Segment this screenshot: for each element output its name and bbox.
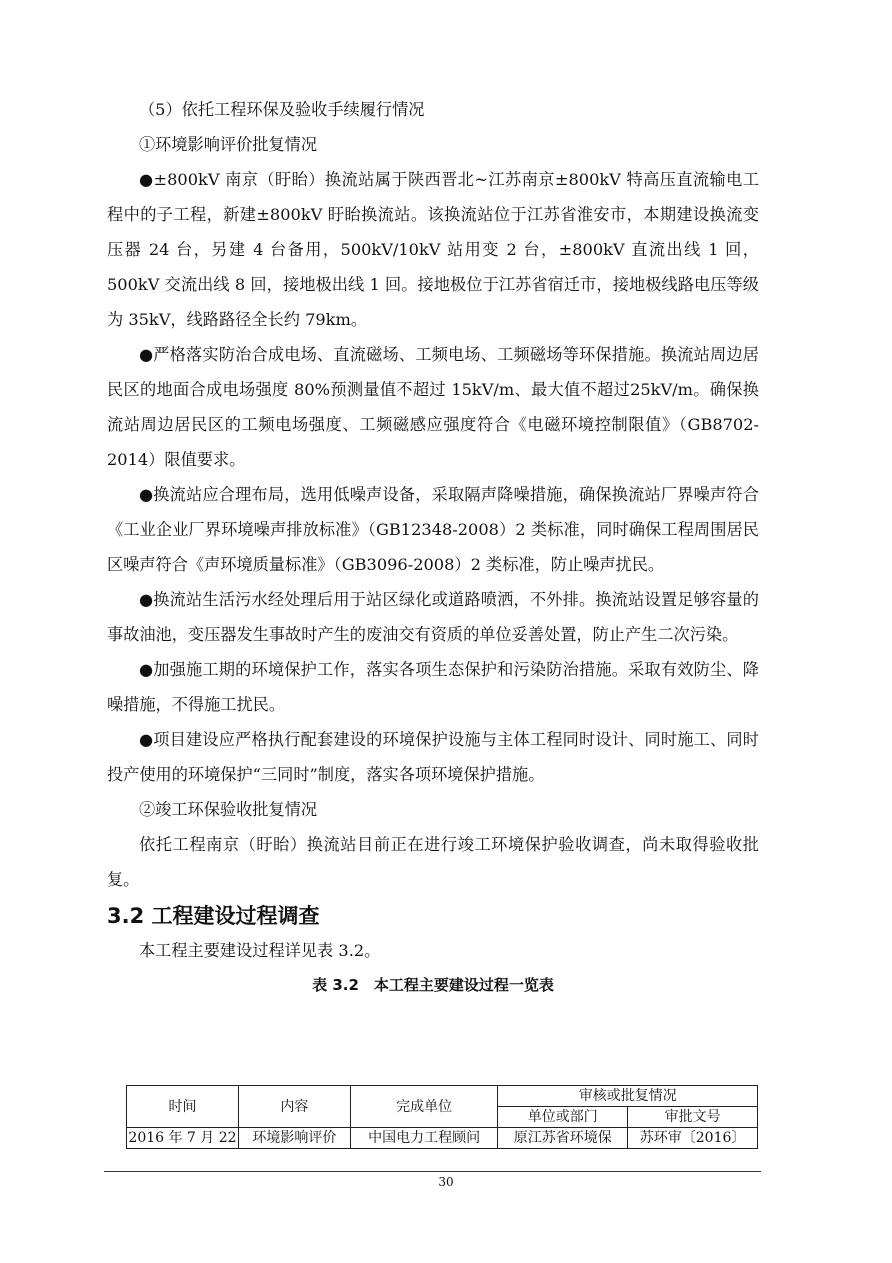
bullet-paragraph-4: ●换流站生活污水经处理后用于站区绿化或道路喷洒，不外排。换流站设置足够容量的事故油池，变压器发生事故时产生的废油交有资质的单位妥善处置，防止产生二次污染。 — [107, 590, 759, 644]
cell-doc-no: 苏环审〔2016〕 — [628, 1128, 758, 1149]
header-dept: 单位或部门 — [498, 1107, 628, 1128]
bullet-paragraph-6: ●项目建设应严格执行配套建设的环境保护设施与主体工程同时设计、同时施工、同时投产使用的环境保护“三同时”制度，落实各项环境保护措施。 — [107, 730, 759, 784]
header-doc-no: 审批文号 — [628, 1107, 758, 1128]
page-number: 30 — [438, 1175, 454, 1189]
acceptance-approval-heading: ②竣工环保验收批复情况 — [139, 800, 318, 819]
cell-time: 2016 年 7 月 22 — [127, 1128, 239, 1149]
cell-content: 环境影响评价 — [238, 1128, 350, 1149]
section-intro: 本工程主要建设过程详见表 3.2。 — [139, 941, 381, 960]
acceptance-approval-text: 依托工程南京（盱眙）换流站目前正在进行竣工环境保护验收调查，尚未取得验收批复。 — [107, 835, 759, 889]
bullet-paragraph-3: ●换流站应合理布局，选用低噪声设备，采取隔声降噪措施，确保换流站厂界噪声符合《工业企业厂界环境噪声排放标准》（GB12348-2008）2 类标准，同时确保工程周围居民区噪声符合《声环境质量标准》（GB3096-2008）2 类标准，防止噪声扰民。 — [107, 485, 759, 574]
cell-dept: 原江苏省环境保 — [498, 1128, 628, 1149]
table-caption: 表 3.2 本工程主要建设过程一览表 — [312, 976, 554, 994]
bullet-paragraph-5: ●加强施工期的环境保护工作，落实各项生态保护和污染防治措施。采取有效防尘、降噪措施，不得施工扰民。 — [107, 660, 759, 714]
subsection-heading-5: （5）依托工程环保及验收手续履行情况 — [139, 100, 425, 119]
page-bottom-rule — [104, 1171, 761, 1172]
page-content — [107, 92, 759, 1002]
construction-process-table — [126, 1085, 758, 1149]
eia-approval-heading: ①环境影响评价批复情况 — [139, 135, 318, 154]
header-review: 审核或批复情况 — [498, 1086, 758, 1107]
table-header-row — [127, 1086, 758, 1107]
header-time: 时间 — [127, 1086, 239, 1128]
bullet-paragraph-1: ●±800kV 南京（盱眙）换流站属于陕西晋北~江苏南京±800kV 特高压直流输电工程中的子工程，新建±800kV 盱眙换流站。该换流站位于江苏省淮安市，本期建设换流变压器 24 台，另建 4 台备用，500kV/10kV 站用变 2 台，±800kV 直流出线 1 回，500kV 交流出线 8 回，接地极出线 1 回。接地极位于江苏省宿迁市，接地极线路电压等级为 35kV，线路路径全长约 79km。 — [107, 170, 759, 329]
section-title: 3.2 工程建设过程调查 — [107, 904, 320, 928]
header-content: 内容 — [238, 1086, 350, 1128]
header-unit: 完成单位 — [350, 1086, 498, 1128]
cell-unit: 中国电力工程顾问 — [350, 1128, 498, 1149]
table-row — [127, 1128, 758, 1149]
bullet-paragraph-2: ●严格落实防治合成电场、直流磁场、工频电场、工频磁场等环保措施。换流站周边居民区的地面合成电场强度 80%预测量值不超过 15kV/m、最大值不超过25kV/m。确保换流站周边居民区的工频电场强度、工频磁感应强度符合《电磁环境控制限值》（GB8702-2014）限值要求。 — [107, 345, 759, 469]
